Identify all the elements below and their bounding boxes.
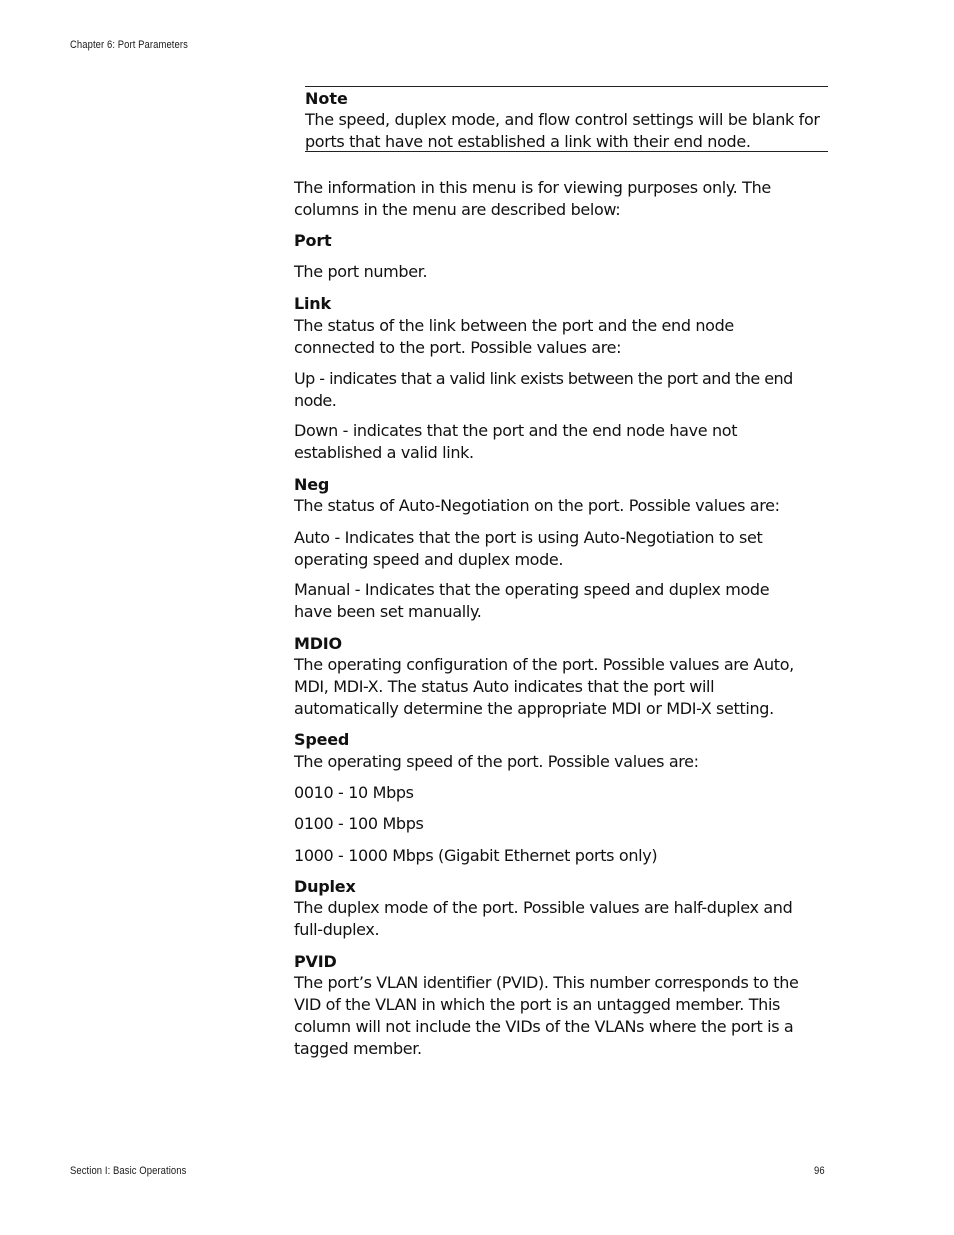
running-header: Chapter 6: Port Parameters <box>70 39 188 51</box>
running-footer: Section I: Basic Operations <box>70 1165 187 1177</box>
heading-duplex: Duplex <box>294 877 356 896</box>
page-number: 96 <box>814 1165 825 1177</box>
heading-neg: Neg <box>294 475 330 494</box>
speed-value-100: 0100 - 100 Mbps <box>294 814 424 833</box>
neg-value-auto: Auto - Indicates that the port is using Auto-Negotiation to set operating speed and duplex mode. <box>294 528 763 569</box>
heading-port: Port <box>294 231 332 250</box>
neg-description: The status of Auto-Negotiation on the port. Possible values are: <box>294 496 780 515</box>
heading-link: Link <box>294 294 331 313</box>
heading-pvid: PVID <box>294 952 337 971</box>
speed-value-1000: 1000 - 1000 Mbps (Gigabit Ethernet ports only) <box>294 846 658 865</box>
link-value-up: Up - indicates that a valid link exists between the port and the end node. <box>294 369 793 410</box>
link-value-down: Down - indicates that the port and the end node have not established a valid link. <box>294 421 738 462</box>
heading-speed: Speed <box>294 730 350 749</box>
link-description: The status of the link between the port and the end node connected to the port. Possible values are: <box>294 316 734 357</box>
speed-description: The operating speed of the port. Possible values are: <box>294 752 699 771</box>
heading-mdio: MDIO <box>294 634 342 653</box>
note-box <box>305 86 828 152</box>
note-body: The speed, duplex mode, and flow control settings will be blank for ports that have not established a link with their end node. <box>305 110 820 151</box>
speed-value-10: 0010 - 10 Mbps <box>294 783 414 802</box>
duplex-description: The duplex mode of the port. Possible values are half-duplex and full-duplex. <box>294 898 793 939</box>
pvid-description: The port’s VLAN identifier (PVID). This number corresponds to the VID of the VLAN in which the port is an untagged member. This column will not include the VIDs of the VLANs where the port is a tagged member. <box>294 973 799 1058</box>
mdio-description: The operating configuration of the port. Possible values are Auto, MDI, MDI-X. The status Auto indicates that the port will automatically determine the appropriate MDI or MDI-X setting. <box>294 655 794 718</box>
neg-value-manual: Manual - Indicates that the operating speed and duplex mode have been set manually. <box>294 580 770 621</box>
note-title: Note <box>305 89 348 108</box>
intro-paragraph: The information in this menu is for viewing purposes only. The columns in the menu are described below: <box>294 178 771 219</box>
port-description: The port number. <box>294 262 428 281</box>
